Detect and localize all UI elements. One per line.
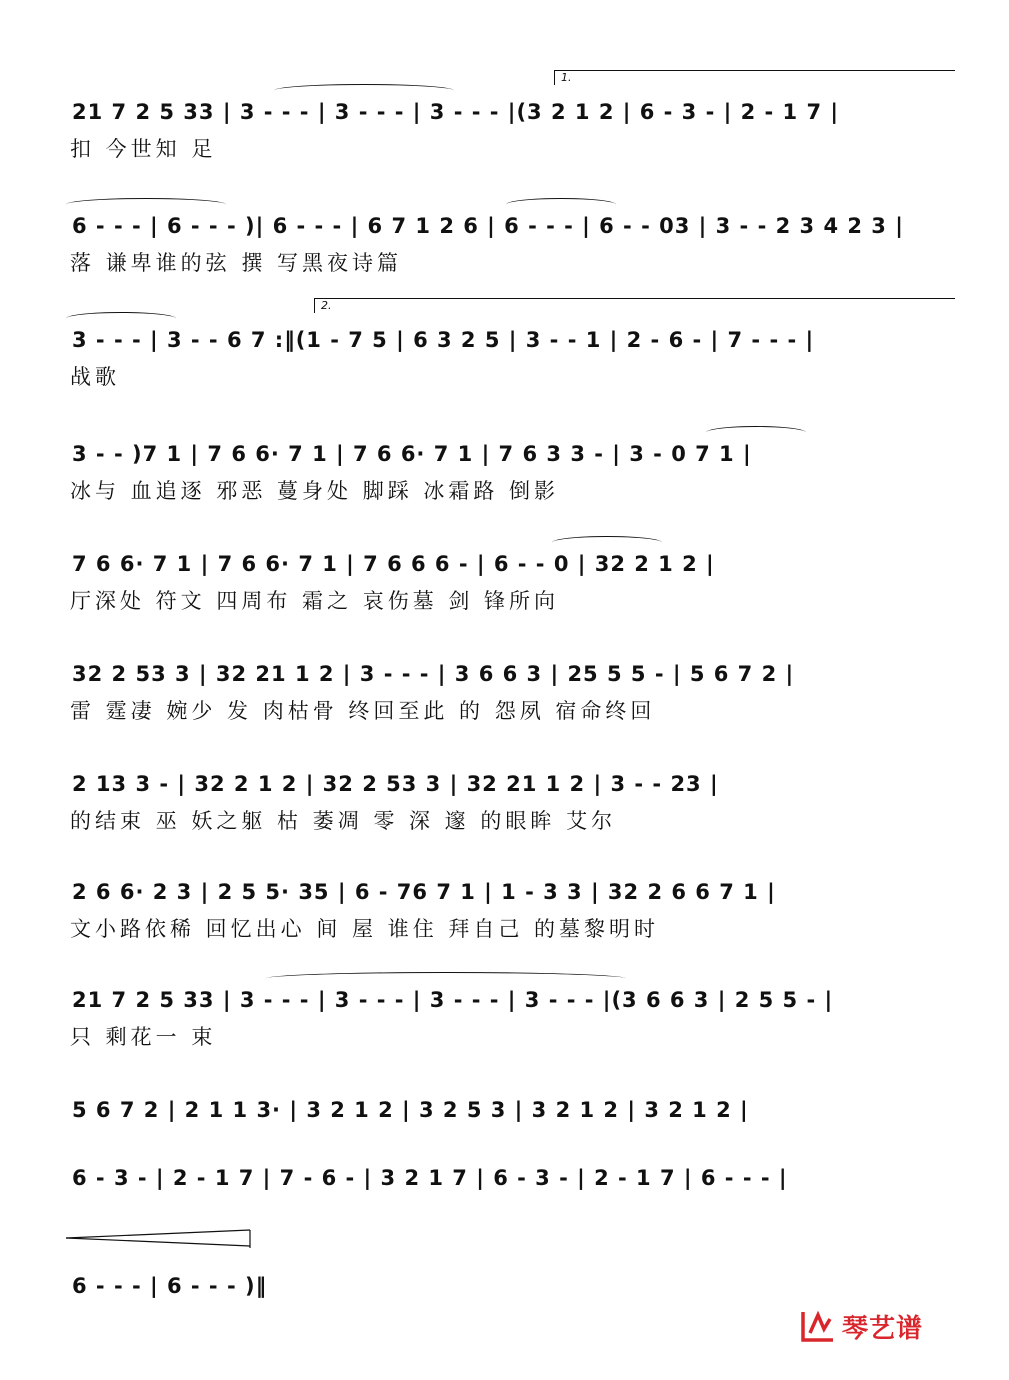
notation-line: 21 7 2 5 33 | 3 - - - | 3 - - - | 3 - - - | 3 - - - |(3 6 6 3 | 2 5 5 - | (72, 988, 834, 1012)
notation-line: 32 2 53 3 | 32 21 1 2 | 3 - - - | 3 6 6 3 | 25 5 5 - | 5 6 7 2 | (72, 662, 795, 686)
volta-ending-1: 1. (554, 70, 955, 85)
lyrics-line: 文小路依稀 回忆出心 间 屋 谁住 拜自己 的墓黎明时 (70, 917, 660, 941)
notation-line: 7 6 6· 7 1 | 7 6 6· 7 1 | 7 6 6 6 - | 6 - - 0 | 32 2 1 2 | (72, 552, 715, 576)
notation-line: 6 - - - | 6 - - - )| 6 - - - | 6 7 1 2 6 | 6 - - - | 6 - - 03 | 3 - - 2 3 4 2 3 | (72, 214, 904, 238)
lyrics-line: 扣 今世知 足 (70, 137, 217, 161)
score-line-7 (66, 734, 948, 844)
lyrics-line: 冰与 血追逐 邪恶 蔓身处 脚踩 冰霜路 倒影 (70, 479, 560, 503)
score-line-9 (66, 950, 948, 1060)
volta-ending-2: 2. (314, 298, 955, 313)
score-line-8 (66, 842, 948, 952)
notation-line: 5 6 7 2 | 2 1 1 3· | 3 2 1 2 | 3 2 5 3 | 3 2 1 2 | 3 2 1 2 | (72, 1098, 749, 1122)
lyrics-line: 战歌 (70, 365, 120, 389)
notation-line: 2 6 6· 2 3 | 2 5 5· 35 | 6 - 76 7 1 | 1 - 3 3 | 32 2 6 6 7 1 | (72, 880, 776, 904)
site-logo (800, 1306, 923, 1346)
logo-text: 琴艺谱 (842, 1313, 924, 1344)
score-line-5 (66, 514, 948, 624)
lyrics-line: 的结束 巫 妖之躯 枯 萎凋 零 深 邃 的眼眸 艾尔 (70, 809, 617, 833)
lyrics-line: 雷 霆凄 婉少 发 肉枯骨 终回至此 的 怨夙 宿命终回 (70, 699, 656, 723)
score-line-3 (66, 290, 948, 400)
notation-line: 6 - - - | 6 - - - )‖ (72, 1274, 268, 1298)
notation-line: 6 - 3 - | 2 - 1 7 | 7 - 6 - | 3 2 1 7 | 6 - 3 - | 2 - 1 7 | 6 - - - | (72, 1166, 788, 1190)
notation-line: 3 - - )7 1 | 7 6 6· 7 1 | 7 6 6· 7 1 | 7 6 3 3 - | 3 - 0 7 1 | (72, 442, 752, 466)
lyrics-line: 厅深处 符文 四周布 霜之 哀伤墓 剑 锋所向 (70, 589, 560, 613)
score-line-11 (66, 1128, 948, 1238)
music-note-logo-icon (800, 1309, 836, 1343)
score-line-4 (66, 404, 948, 514)
notation-line: 21 7 2 5 33 | 3 - - - | 3 - - - | 3 - - - |(3 2 1 2 | 6 - 3 - | 2 - 1 7 | (72, 100, 840, 124)
notation-line: 3 - - - | 3 - - 6 7 :‖(1 - 7 5 | 6 3 2 5 | 3 - - 1 | 2 - 6 - | 7 - - - | (72, 328, 815, 352)
score-line-2 (66, 176, 948, 286)
notation-line: 2 13 3 - | 32 2 1 2 | 32 2 53 3 | 32 21 1 2 | 3 - - 23 | (72, 772, 719, 796)
score-line-6 (66, 624, 948, 734)
lyrics-line: 落 谦卑谁的弦 撰 写黑夜诗篇 (70, 251, 403, 275)
lyrics-line: 只 剩花一 束 (70, 1025, 217, 1049)
score-line-1 (66, 62, 948, 172)
lyrics-line (70, 1198, 948, 1232)
